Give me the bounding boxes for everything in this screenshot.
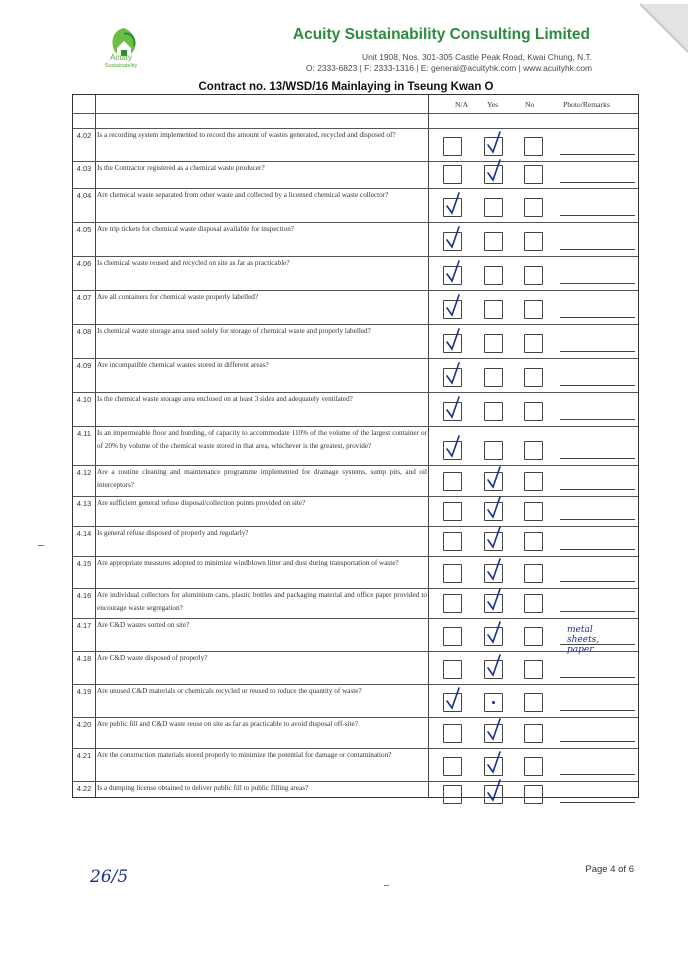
checkbox-no[interactable] — [524, 472, 543, 491]
checkmark-yes — [485, 158, 505, 184]
item-number: 4.05 — [76, 225, 92, 234]
item-question: Is chemical waste storage area used solely for storage of chemical waste and properly labelled? — [97, 327, 371, 335]
checkbox-no[interactable] — [524, 724, 543, 743]
scan-mark — [384, 885, 389, 886]
checkbox-yes[interactable] — [484, 198, 503, 217]
item-number: 4.09 — [76, 361, 92, 370]
item-question: Are trip tickets for chemical waste disposal available for inspection? — [97, 225, 294, 233]
page-number — [585, 864, 634, 875]
column-header-na: N/A — [455, 100, 469, 109]
item-question: Are individual collectors for aluminium cans, plastic bottles and packaging material and office paper provided to encourage waste segregation? — [97, 591, 427, 612]
checklist-row — [73, 188, 638, 222]
remarks-line — [560, 802, 635, 803]
item-number: 4.02 — [76, 131, 92, 140]
checklist-row — [73, 556, 638, 588]
checkbox-na[interactable] — [443, 627, 462, 646]
remarks-line — [560, 458, 635, 459]
item-question: Are appropriate measures adopted to minimize windblown litter and dust during transportation of waste? — [97, 559, 399, 567]
remarks-line — [560, 317, 635, 318]
checkmark-yes — [485, 130, 505, 156]
checkmark-na — [444, 327, 464, 353]
item-question: Are all containers for chemical waste properly labelled? — [97, 293, 259, 301]
checklist-row — [73, 161, 638, 188]
item-question: Are chemical waste separated from other waste and collected by a licensed chemical waste collector? — [97, 191, 389, 199]
item-number: 4.20 — [76, 720, 92, 729]
checkbox-no[interactable] — [524, 165, 543, 184]
checkmark-yes — [485, 653, 505, 679]
checkbox-no[interactable] — [524, 627, 543, 646]
checkbox-na[interactable] — [443, 724, 462, 743]
item-number: 4.15 — [76, 559, 92, 568]
item-number: 4.18 — [76, 654, 92, 663]
checklist-row — [73, 526, 638, 556]
checkmark-na — [444, 395, 464, 421]
checkbox-yes[interactable] — [484, 402, 503, 421]
checkmark-na — [444, 434, 464, 460]
item-question: Are C&D waste disposed of properly? — [97, 654, 208, 662]
checkbox-na[interactable] — [443, 594, 462, 613]
checklist-row — [73, 256, 638, 290]
item-question: Is an impermeable floor and bunding, of capacity to accommodate 110% of the volume of the largest container or of 20% by volume of the chemical waste stored in that area, whichever is the greatest, provide? — [97, 429, 427, 450]
checklist-row — [73, 717, 638, 748]
checkbox-na[interactable] — [443, 502, 462, 521]
item-question: Are public fill and C&D waste reuse on site as far as practicable to avoid disposal off-site? — [97, 720, 358, 728]
checkbox-na[interactable] — [443, 660, 462, 679]
item-question: Is a dumping license obtained to deliver public fill to public filling areas? — [97, 784, 309, 792]
checkbox-no[interactable] — [524, 402, 543, 421]
remarks-line — [560, 489, 635, 490]
checkmark-na — [444, 361, 464, 387]
item-number: 4.17 — [76, 621, 92, 630]
item-number: 4.13 — [76, 499, 92, 508]
remarks-line — [560, 215, 635, 216]
checklist-row — [73, 748, 638, 781]
checkbox-no[interactable] — [524, 532, 543, 551]
checklist-row — [73, 618, 638, 655]
checkbox-na[interactable] — [443, 757, 462, 776]
remarks-line — [560, 351, 635, 352]
page-number-text: Page 4 of 6 — [585, 864, 634, 875]
remarks-line — [560, 249, 635, 250]
item-number: 4.10 — [76, 395, 92, 404]
item-number: 4.07 — [76, 293, 92, 302]
checkbox-na[interactable] — [443, 532, 462, 551]
checkmark-yes — [485, 587, 505, 613]
remarks-line — [560, 741, 635, 742]
checklist-row — [73, 496, 638, 526]
checklist-row — [73, 651, 638, 684]
checklist-row — [73, 588, 638, 618]
checklist-row — [73, 128, 638, 161]
checklist-row — [73, 358, 638, 392]
remarks-line — [560, 519, 635, 520]
checkbox-na[interactable] — [443, 472, 462, 491]
checkbox-na[interactable] — [443, 137, 462, 156]
ink-dot — [492, 701, 495, 704]
checkbox-yes[interactable] — [484, 441, 503, 460]
company-address: Unit 1908, Nos. 301-305 Castle Peak Road, Kwai Chung, N.T. — [362, 52, 592, 62]
logo-subtext: Sustainability — [104, 63, 138, 69]
checkmark-na — [444, 259, 464, 285]
remarks-line — [560, 549, 635, 550]
header-divider — [73, 113, 638, 114]
checklist-row — [73, 290, 638, 324]
handwritten-remark: metal sheets, paper. — [567, 625, 600, 655]
remarks-line — [560, 710, 635, 711]
remarks-line — [560, 182, 635, 183]
checkmark-na — [444, 225, 464, 251]
checkbox-no[interactable] — [524, 232, 543, 251]
item-question: Are incompatible chemical wastes stored in different areas? — [97, 361, 269, 369]
checkbox-no[interactable] — [524, 198, 543, 217]
item-question: Is the Contractor registered as a chemical waste producer? — [97, 164, 265, 172]
scan-mark — [38, 545, 44, 546]
item-number: 4.06 — [76, 259, 92, 268]
checkbox-no[interactable] — [524, 564, 543, 583]
item-question: Are C&D wastes sorted on site? — [97, 621, 190, 629]
checkbox-no[interactable] — [524, 785, 543, 804]
item-number: 4.16 — [76, 591, 92, 600]
checkmark-na — [444, 293, 464, 319]
checkbox-yes[interactable] — [484, 266, 503, 285]
handwritten-date: 26/5 — [90, 867, 129, 887]
checkbox-na[interactable] — [443, 165, 462, 184]
checkmark-yes — [485, 465, 505, 491]
checklist-row — [73, 465, 638, 496]
checkbox-no[interactable] — [524, 368, 543, 387]
item-question: Is chemical waste reused and recycled on site as far as practicable? — [97, 259, 290, 267]
item-question: Are sufficient general refuse disposal/collection points provided on site? — [97, 499, 306, 507]
checkbox-yes[interactable] — [484, 300, 503, 319]
item-question: Is a recording system implemented to record the amount of wastes generated, recycled and disposed of? — [97, 131, 396, 139]
checkbox-no[interactable] — [524, 502, 543, 521]
checklist-row — [73, 684, 638, 717]
checkbox-no[interactable] — [524, 266, 543, 285]
item-number: 4.04 — [76, 191, 92, 200]
checklist-row — [73, 392, 638, 426]
checkmark-yes — [485, 750, 505, 776]
remarks-line — [560, 677, 635, 678]
checklist-row — [73, 426, 638, 465]
checkmark-yes — [485, 778, 505, 804]
checklist-row — [73, 781, 638, 799]
item-number: 4.11 — [77, 429, 91, 438]
item-number: 4.21 — [76, 751, 92, 760]
company-name: Acuity Sustainability Consulting Limited — [292, 26, 590, 43]
remarks-line — [560, 154, 635, 155]
remarks-line — [560, 283, 635, 284]
checkbox-no[interactable] — [524, 594, 543, 613]
column-header-remarks: Photo/Remarks — [563, 100, 610, 109]
logo-name: Acuity — [110, 53, 132, 62]
item-question: Is the chemical waste storage area enclosed on at least 3 sides and adequately ventilated? — [97, 395, 353, 403]
item-number: 4.08 — [76, 327, 92, 336]
logo-text — [96, 54, 146, 70]
checkbox-no[interactable] — [524, 334, 543, 353]
item-question: Are unused C&D materials or chemicals recycled or reused to reduce the quantity of waste? — [97, 687, 362, 695]
item-number: 4.22 — [76, 784, 92, 793]
checkmark-na — [444, 686, 464, 712]
company-contact: O: 2333-6823 | F: 2333-1316 | E: general@acuityhk.com | www.acuityhk.com — [306, 63, 592, 73]
checkbox-no[interactable] — [524, 660, 543, 679]
checkbox-no[interactable] — [524, 757, 543, 776]
item-question: Are the construction materials stored properly to minimize the potential for damage or contamination? — [97, 751, 392, 759]
checkmark-yes — [485, 525, 505, 551]
remarks-line — [560, 385, 635, 386]
checkbox-no[interactable] — [524, 441, 543, 460]
item-question: Is general refuse disposed of properly and regularly? — [97, 529, 249, 537]
checkbox-na[interactable] — [443, 785, 462, 804]
column-header-no: No — [525, 100, 535, 109]
checklist-row — [73, 324, 638, 358]
checkmark-na — [444, 191, 464, 217]
remarks-line — [560, 774, 635, 775]
page-curl-corner — [632, 0, 692, 60]
item-number: 4.03 — [76, 164, 92, 173]
checkbox-na[interactable] — [443, 564, 462, 583]
checkbox-yes[interactable] — [484, 232, 503, 251]
checklist-table — [72, 94, 639, 798]
checkmark-yes — [485, 717, 505, 743]
checkbox-yes[interactable] — [484, 334, 503, 353]
remarks-line — [560, 419, 635, 420]
remarks-line — [560, 581, 635, 582]
item-number: 4.19 — [76, 687, 92, 696]
item-number: 4.14 — [76, 529, 92, 538]
remarks-line — [560, 611, 635, 612]
checkbox-no[interactable] — [524, 300, 543, 319]
column-header-yes: Yes — [487, 100, 499, 109]
checkbox-yes[interactable] — [484, 368, 503, 387]
item-number: 4.12 — [76, 468, 92, 477]
checkmark-yes — [485, 495, 505, 521]
checkmark-yes — [485, 620, 505, 646]
checkbox-no[interactable] — [524, 137, 543, 156]
checklist-row — [73, 222, 638, 256]
checkmark-yes — [485, 557, 505, 583]
item-question: Are a routine cleaning and maintenance programme implemented for drainage systems, sump pits, and oil interceptors? — [97, 468, 427, 489]
contract-title: Contract no. 13/WSD/16 Mainlaying in Tseung Kwan O — [198, 81, 494, 93]
checkbox-no[interactable] — [524, 693, 543, 712]
